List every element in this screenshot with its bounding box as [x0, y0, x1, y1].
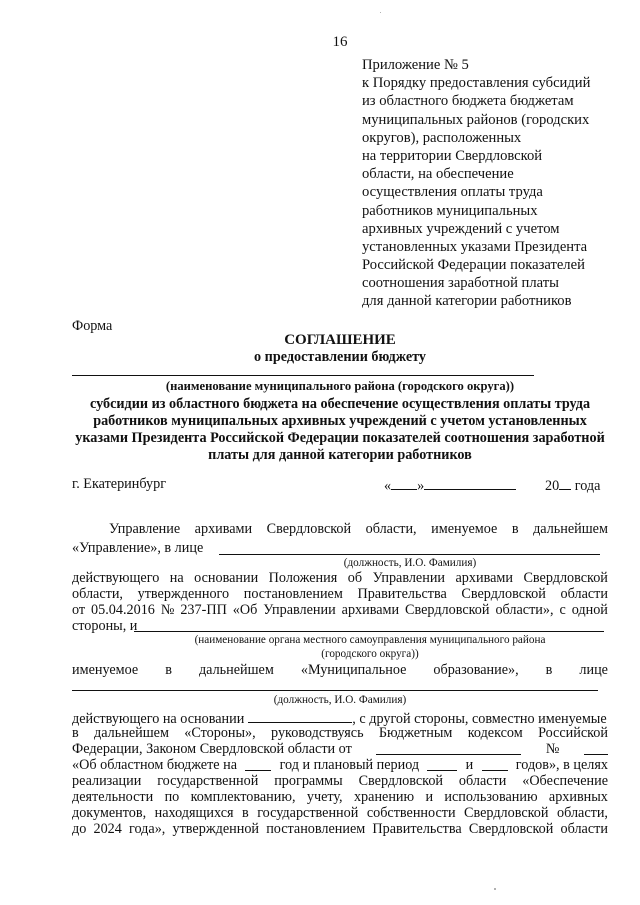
word: с: [559, 602, 566, 618]
word: Российской: [538, 725, 608, 741]
quote-open: «: [384, 478, 392, 494]
word: в: [165, 662, 172, 678]
organ-blank: [134, 631, 604, 632]
word: кодексом: [467, 725, 523, 741]
agreement-subtitle: о предоставлении бюджету: [254, 349, 426, 365]
word: дальнейшем: [94, 725, 169, 741]
word: государственной: [157, 773, 259, 789]
body-line-9: [72, 725, 608, 742]
word: «Стороны»,: [184, 725, 256, 741]
word: Управлении: [263, 602, 336, 618]
appendix-line: архивных учреждений с учетом: [362, 220, 560, 237]
word: Правительства: [372, 821, 462, 837]
appendix-block: [362, 56, 590, 311]
body-line-4: [72, 586, 608, 603]
word: области: [560, 821, 608, 837]
body-line-15: [72, 821, 608, 838]
word: года»,: [129, 821, 166, 837]
year-field: [545, 476, 600, 495]
word: действующего: [72, 570, 160, 586]
word: Свердловской: [358, 773, 444, 789]
appendix-line: установленных указами Президента: [362, 238, 588, 255]
agreement-title: СОГЛАШЕНИЕ: [284, 332, 396, 348]
word: области,: [365, 521, 417, 537]
form-label: Форма: [72, 318, 113, 334]
word: в: [545, 662, 553, 678]
body-line-12: [72, 773, 608, 790]
plan-year-2-blank: [482, 757, 508, 771]
scan-speck: [380, 12, 381, 13]
word: Положения: [268, 570, 338, 586]
word: №: [160, 602, 175, 618]
scan-speck: [494, 888, 496, 890]
word: «Об: [232, 602, 258, 618]
place-line: г. Екатеринбург: [72, 476, 167, 492]
word: Свердловской: [266, 521, 352, 537]
body-line-7: [72, 662, 608, 679]
word: архивами: [341, 602, 400, 618]
page-number: 16: [332, 34, 348, 50]
word: об: [347, 570, 363, 586]
municipality-name-caption: (наименование муниципального района (городского округа)): [165, 379, 515, 393]
appendix-line: муниципальных районов (городских: [362, 111, 590, 128]
appendix-line: Приложение № 5: [362, 57, 469, 73]
caption-position-2: (должность, И.О. Фамилия): [273, 694, 407, 706]
word: Свердловской: [468, 821, 554, 837]
heading-line-1: субсидии из областного бюджета на обеспечение осуществления оплаты труда: [89, 396, 591, 412]
caption-position-1: (должность, И.О. Фамилия): [343, 557, 477, 569]
word: на: [169, 570, 184, 586]
body-line-11: [72, 757, 608, 774]
day-blank: [391, 476, 417, 490]
word: в: [511, 521, 519, 537]
word: Управление: [109, 521, 181, 537]
word: лице: [579, 662, 608, 678]
municipality-name-line: [72, 375, 534, 376]
word: области: [560, 586, 608, 602]
word: «Обеспечение: [522, 773, 608, 789]
word: от: [72, 602, 86, 618]
word: учету,: [306, 789, 343, 805]
plan-year-1-blank: [427, 757, 457, 771]
word: государственной: [257, 805, 359, 821]
caption-organ-1: (наименование органа местного самоуправления муниципального района: [194, 634, 546, 646]
date-field: [384, 476, 516, 495]
word: дальнейшем: [533, 521, 608, 537]
word: руководствуясь: [271, 725, 364, 741]
word: Бюджетным: [378, 725, 453, 741]
word: 05.04.2016: [91, 602, 155, 618]
body-line-14: [72, 805, 608, 822]
word: области: [458, 773, 507, 789]
appendix-line: к Порядку предоставления субсидий: [362, 75, 591, 92]
appendix-line: из областного бюджета бюджетам: [362, 93, 574, 110]
appendix-line: области, на обеспечение: [362, 166, 514, 183]
caption-organ-2: (городского округа)): [321, 648, 419, 660]
budget-year-blank: [245, 757, 271, 771]
word: хранению: [353, 789, 415, 805]
word: архивами: [455, 570, 513, 586]
word: одной: [571, 602, 608, 618]
word: Управлении: [372, 570, 446, 586]
appendix-line: работников муниципальных: [362, 202, 538, 219]
word: Свердловской: [461, 586, 546, 602]
word: собственности: [366, 805, 456, 821]
word: именуемое: [431, 521, 498, 537]
word: архивами: [194, 521, 253, 537]
word: области,: [72, 586, 123, 602]
word: комплектованию,: [190, 789, 296, 805]
word: 237-ПП: [180, 602, 227, 618]
law-number-blank: [584, 741, 608, 755]
basis-blank: [248, 709, 352, 723]
word: реализации: [72, 773, 142, 789]
word: и: [425, 789, 434, 805]
word: Свердловской: [523, 570, 608, 586]
word: постановлением: [243, 586, 343, 602]
word: Свердловской: [464, 805, 549, 821]
word: именуемое: [72, 662, 139, 678]
year-blank: [559, 476, 571, 490]
law-number-sign: №: [545, 741, 560, 757]
body-line-1: [109, 521, 608, 538]
word: Свердловской: [405, 602, 490, 618]
body-line-8-b: , с другой стороны, совместно именуемые: [352, 711, 607, 727]
body-line-10-a: Федерации, Законом Свердловской области от: [72, 741, 352, 757]
body-line-10: [72, 741, 608, 758]
quote-close: »: [417, 478, 425, 494]
body-line-3: [72, 570, 608, 587]
word: программы: [274, 773, 343, 789]
word: утвержденного: [137, 586, 230, 602]
word: находящихся: [154, 805, 234, 821]
word: основании: [194, 570, 259, 586]
position-blank-2: [72, 690, 598, 691]
word: в: [72, 725, 79, 741]
heading-line-3: указами Президента Российской Федерации показателей соотношения заработной: [75, 430, 605, 446]
word: области»,: [495, 602, 554, 618]
word: постановлением: [266, 821, 366, 837]
appendix-line: осуществления оплаты труда: [362, 184, 543, 201]
word: деятельности: [72, 789, 154, 805]
year-prefix: 20: [545, 478, 560, 494]
body-line-2-text: «Управление», в лице: [72, 540, 204, 556]
word: 2024: [93, 821, 122, 837]
word: утвержденной: [172, 821, 260, 837]
word: по: [164, 789, 180, 805]
appendix-line: округов), расположенных: [362, 129, 522, 146]
word: образование»,: [433, 662, 519, 678]
body-line-2: [72, 540, 203, 557]
year-suffix: года: [571, 478, 601, 494]
body-line-13: [72, 789, 608, 806]
body-line-11-d: годов», в целях: [515, 757, 608, 773]
word: Правительства: [357, 586, 447, 602]
word: «Муниципальное: [300, 662, 407, 678]
body-line-11-b: год и плановый период: [279, 757, 420, 773]
position-blank-1: [219, 554, 600, 555]
heading-line-4: платы для данной категории работников: [208, 447, 472, 463]
word: документов,: [72, 805, 147, 821]
body-line-5: [72, 602, 608, 619]
appendix-line: на территории Свердловской: [362, 147, 543, 164]
word: в: [242, 805, 249, 821]
word: использованию: [444, 789, 538, 805]
appendix-line: Российской Федерации показателей: [362, 257, 585, 274]
heading-line-2: работников муниципальных архивных учреждений с учетом установленных: [93, 413, 587, 429]
month-blank: [424, 476, 516, 490]
word: дальнейшем: [198, 662, 274, 678]
word: архивных: [548, 789, 608, 805]
body-line-11-c: и: [465, 757, 474, 773]
appendix-line: для данной категории работников: [362, 293, 572, 310]
word: до: [72, 821, 87, 837]
appendix-line: соотношения заработной платы: [362, 275, 559, 292]
body-line-8-a: действующего на основании: [72, 711, 245, 727]
word: области,: [556, 805, 608, 821]
body-line-6: стороны, и: [72, 618, 138, 634]
body-line-11-a: «Об областном бюджете на: [72, 757, 238, 773]
law-date-blank: [376, 741, 521, 755]
